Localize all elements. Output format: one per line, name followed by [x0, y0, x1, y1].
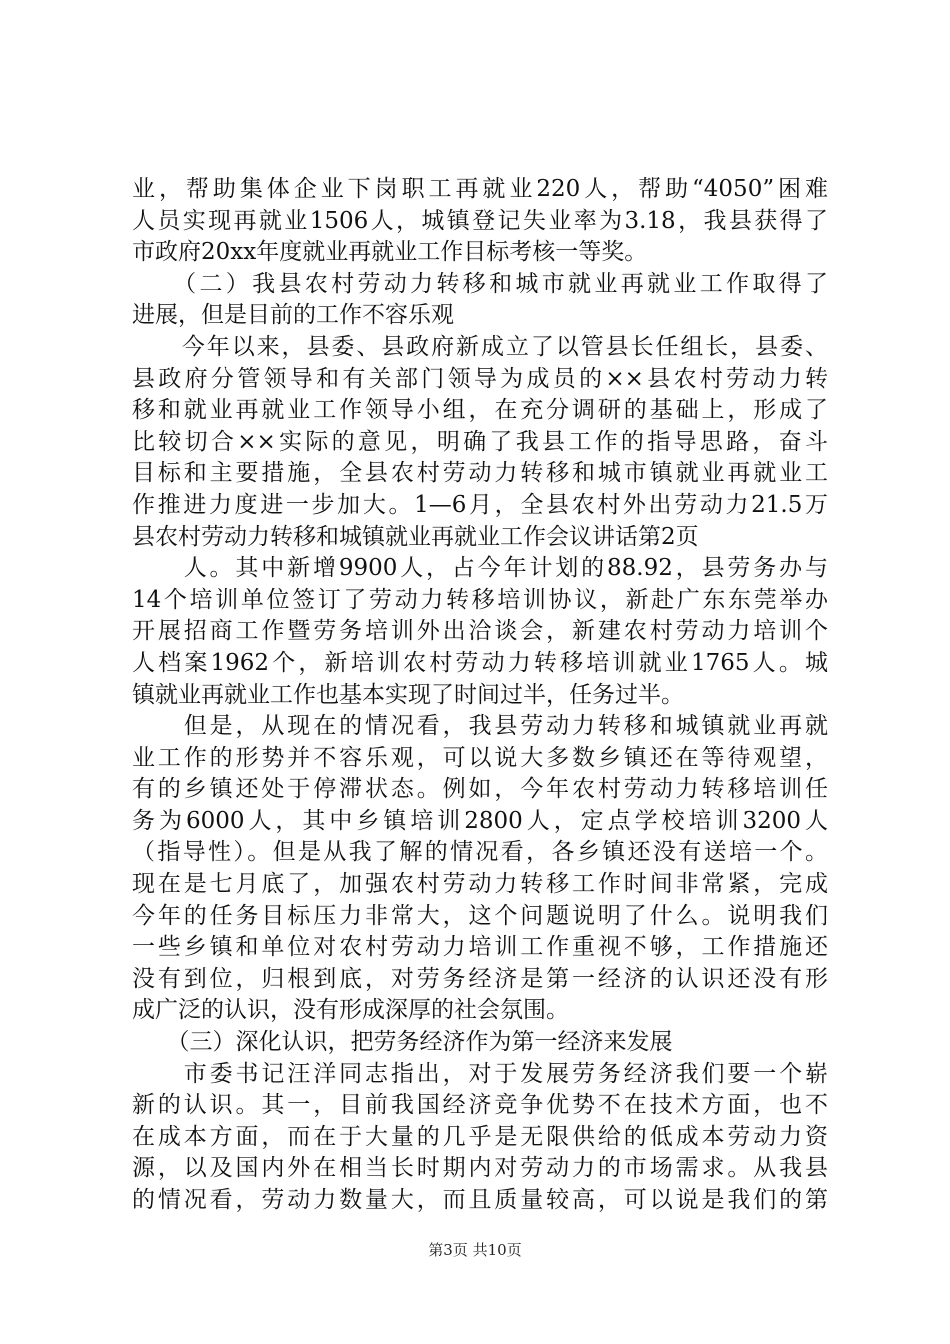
text-line: 一些乡镇和单位对农村劳动力培训工作重视不够，工作措施还	[132, 934, 828, 961]
text-line: 县政府分管领导和有关部门领导为成员的××县农村劳动力转	[132, 365, 828, 392]
text-line: 开展招商工作暨劳务培训外出洽谈会，新建农村劳动力培训个	[132, 618, 828, 645]
text-line: 没有到位，归根到底，对劳务经济是第一经济的认识还没有形	[132, 965, 828, 992]
text-line: 新的认识。其一，目前我国经济竞争优势不在技术方面，也不	[132, 1092, 828, 1119]
text-line: 在成本方面，而在于大量的几乎是无限供给的低成本劳动力资	[132, 1123, 828, 1150]
text-line: 进展，但是目前的工作不容乐观	[132, 302, 454, 329]
text-line: 人。其中新增9900人，占今年计划的88.92，县劳务办与	[132, 555, 828, 582]
text-line: 业，帮助集体企业下岗职工再就业220人，帮助“4050”困难	[132, 176, 828, 202]
text-line: 作推进力度进一步加大。1—6月，全县农村外出劳动力21.5万	[132, 491, 828, 518]
text-line: 移和就业再就业工作领导小组，在充分调研的基础上，形成了	[132, 397, 828, 424]
page-footer: 第3页 共10页	[428, 1241, 522, 1259]
text-line: 今年以来，县委、县政府新成立了以管县长任组长，县委、	[132, 333, 828, 360]
text-line: 的情况看，劳动力数量大，而且质量较高，可以说是我们的第	[132, 1187, 828, 1213]
text-line: 目标和主要措施，全县农村劳动力转移和城市镇就业再就业工	[132, 460, 828, 487]
text-line: 市委书记汪洋同志指出，对于发展劳务经济我们要一个崭	[132, 1060, 828, 1087]
text-line: 市政府20xx年度就业再就业工作目标考核一等奖。	[132, 239, 648, 266]
text-line: 镇就业再就业工作也基本实现了时间过半，任务过半。	[132, 681, 684, 708]
text-line: （二）我县农村劳动力转移和城市就业再就业工作取得了	[132, 270, 828, 297]
text-line: 县农村劳动力转移和城镇就业再就业工作会议讲话第2页	[132, 523, 699, 550]
text-line: 14个培训单位签订了劳动力转移培训协议，新赴广东东莞举办	[132, 586, 828, 613]
text-line: 成广泛的认识，没有形成深厚的社会氛围。	[132, 997, 569, 1024]
text-line: 业工作的形势并不容乐观，可以说大多数乡镇还在等待观望，	[132, 744, 828, 771]
document-body	[132, 174, 828, 1217]
text-line: 人档案1962个，新培训农村劳动力转移培训就业1765人。城	[132, 649, 828, 676]
text-line: 有的乡镇还处于停滞状态。例如，今年农村劳动力转移培训任	[132, 776, 828, 803]
text-line: 但是，从现在的情况看，我县劳动力转移和城镇就业再就	[132, 713, 828, 740]
text-line: （三）深化认识，把劳务经济作为第一经济来发展	[132, 1029, 673, 1056]
text-line: 今年的任务目标压力非常大，这个问题说明了什么。说明我们	[132, 902, 828, 929]
text-line: 源，以及国内外在相当长时期内对劳动力的市场需求。从我县	[132, 1155, 828, 1182]
text-line: 现在是七月底了，加强农村劳动力转移工作时间非常紧，完成	[132, 871, 828, 898]
text-line: 务为6000人，其中乡镇培训2800人，定点学校培训3200人	[132, 807, 828, 834]
text-line: 比较切合××实际的意见，明确了我县工作的指导思路，奋斗	[132, 428, 828, 455]
text-line: 人员实现再就业1506人，城镇登记失业率为3.18，我县获得了	[132, 207, 828, 234]
text-line: （指导性）。但是从我了解的情况看，各乡镇还没有送培一个。	[132, 839, 828, 866]
